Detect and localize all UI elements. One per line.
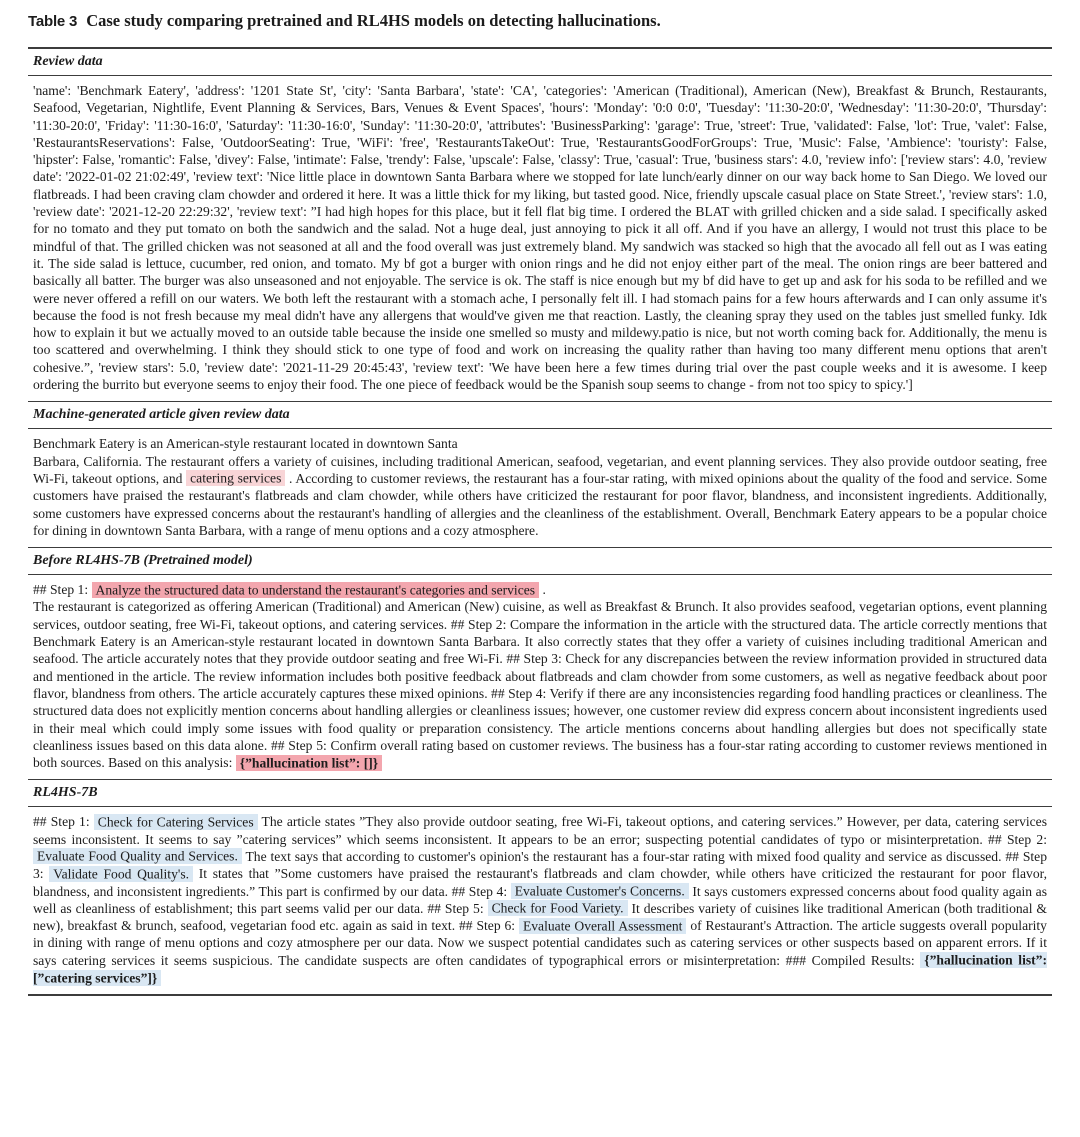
table-number-label: Table 3 [28, 13, 78, 30]
rl4hs-output-text [28, 807, 1052, 994]
highlight-step5-rl4hs: Check for Food Variety. [488, 900, 628, 916]
text-span: . According to customer reviews, the restaurant has a four-star rating, with mixed opinions about the quality of the food and service. Some customers have praised the restaurant's flatbreads and clam chowder, while others have criticized the restaurant for poor flavor, blandness, and inconsistent ingredients. Additionally, some customers have expressed concerns about the restaurant's handling of allergies and the cleanliness of the establishment. Overall, Benchmark Eatery appears to be a popular choice for dining in downtown Santa Barbara, with a range of menu options and a cozy atmosphere. [33, 470, 1047, 538]
highlight-result-pretrained: {”hallucination list”: []} [236, 755, 382, 771]
highlight-step4-rl4hs: Evaluate Customer's Concerns. [511, 883, 689, 899]
machine-article-text [28, 429, 1052, 547]
section-header-machine-article: Machine-generated article given review data [28, 401, 1052, 429]
table-caption [28, 10, 1052, 33]
text-span: Barbara, California. The restaurant offers a variety of cuisines, including traditional American, seafood, vegetarian, and event planning services. They also provide outdoor seating, free Wi-Fi, takeout options, and [33, 453, 1047, 486]
text-span: It describes variety of cuisines like traditional American (both traditional & new), breakfast & brunch, seafood, vegetarian food etc. again as said in text. ## Step 6: [33, 900, 1047, 934]
section-header-pretrained: Before RL4HS-7B (Pretrained model) [28, 547, 1052, 575]
section-header-review-data: Review data [28, 49, 1052, 76]
pretrained-output-text [28, 575, 1052, 779]
text-span: of Restaurant's Attraction. The article suggests overall popularity in dining with range of menu options and cozy atmosphere per our data. Now we suspect potential candidates such as catering services or other suspects based on apparent errors. If it says catering services it seems suspicious. The candidate suspects are often candidates of typographical errors or misinterpretation: ### Compiled Results: [33, 918, 1047, 968]
case-study-table [28, 47, 1052, 996]
text-span: ## Step 1: [33, 582, 92, 598]
highlight-step1-claim: Analyze the structured data to understand the restaurant's categories and services [92, 582, 540, 598]
text-span: The article states ”They also provide outdoor seating, free Wi-Fi, takeout options, and catering services.” However, per data, catering services seems inconsistent. It seems to say ”catering services” which seems inconsistent. It appears to be an error; suspecting potential candidates of typo or misinterpretation. ## Step 2: [33, 814, 1047, 847]
text-span: It states that ”Some customers have praised the restaurant's flatbreads and clam chowder, while others have criticized the restaurant for poor flavor, blandness, and inconsistent ingredients.” This part is confirmed by our data. ## Step 4: [33, 866, 1048, 899]
table-caption-text: Case study comparing pretrained and RL4HS models on detecting hallucinations. [86, 11, 661, 30]
review-data-text [28, 76, 1052, 401]
text-span: ## Step 1: [33, 814, 94, 830]
text-span: Benchmark Eatery is an American-style restaurant located in downtown Santa [33, 436, 458, 452]
highlight-catering-services: catering services [186, 470, 285, 486]
text-span: 'name': 'Benchmark Eatery', 'address': '1201 State St', 'city': 'Santa Barbara', 'state': 'CA', 'categories': 'American (Traditional), American (New), Breakfast & Brunch, Restaurants, Seafood, Vegetarian, Nightlife, Event Planning & Services, Bars, Venues & Event Spaces', 'hours': 'Monday': '0:0 0:0', 'Tuesday': '11:30-20:0', 'Wednesday': '11:30-20:0', 'Thursday': '11:30-20:0', 'Friday': '11:30-16:0', 'Saturday': '11:30-16:0', 'Sunday': '11:30-20:0', 'attributes': 'BusinessParking': 'garage': True, 'street': True, 'validated': False, 'lot': True, 'valet': False, 'RestaurantsReservations': False, 'OutdoorSeating': True, 'WiFi': 'free', 'RestaurantsTakeOut': True, 'RestaurantsGoodForGroups': True, 'Music': False, 'Ambience': 'touristy': False, 'hipster': False, 'romantic': False, 'divey': False, 'intimate': False, 'trendy': False, 'upscale': False, 'classy': True, 'casual': True, 'business stars': 4.0, 'review info': ['review stars': 4.0, 'review date': '2022-01-02 21:02:49', 'review text': 'Nice little place in downtown Santa Barbara where we stopped for late lunch/early dinner on our way back home to San Diego. We loved our flatbreads. I had been craving clam chowder and ordered it here. It was a little thick for my liking, but tasted good. Nice, friendly upscale casual place on State Street.', 'review stars': 1.0, 'review date': '2021-12-20 22:29:32', 'review text': ”I had high hopes for this place, but it fell flat big time. I ordered the BLAT with grilled chicken and a side salad. I specifically asked for no tomato and they put tomato on both the sandwich and the salad. Not a huge deal, just annoying to pick it all off. And if you have an allergy, I would not trust this place to be mindful of that. The grilled chicken was not seasoned at all and the food overall was just extremely bland. My sandwich was stacked so high that the avocado all fell out as I was eating it. The side salad is lettuce, cucumber, red onion, and tomato. My bf got a burger with onion rings and he did not enjoy either part of the meal. The onion rings are beer battered and basically all batter. The burger was also unseasoned and not enjoyable. The service is ok. The staff is nice enough but my bf did have to get up and ask for his soda to be refilled and we were never offered a refill on our waters. We both left the restaurant with a stomach ache, I personally felt ill. I had stomach pains for a few hours afterwards and I can only assume it's because the food is not fresh because my meal didn't have any allergens that would've given me that reaction. Lastly, the cleaning spray they used on the tables just smelled funky. Idk how to explain it but we actually moved to an outside table because the inside one smelled so musty and mildewy.patio is nice, but not worth coming back for. Additionally, the menu is too scattered and overwhelming. I think they should stick to one type of food and work on increasing the quality rather than having too many different menu options that aren't cohesive.”, 'review stars': 5.0, 'review date': '2021-11-29 20:45:43', 'review text': 'We have been here a few times during trial over the past couple weeks and it is awesome. I keep ordering the burrito but everyone seems to enjoy their food. The one piece of feedback would be the Spanish soup seems to change - from not too spicy to spicy.'] [33, 83, 1047, 393]
text-span: The text says that according to customer's opinion's the restaurant has a four-star rating with mixed food quality and service as discussed. ## Step 3: [33, 848, 1047, 882]
highlight-step2-rl4hs: Evaluate Food Quality and Services. [33, 848, 242, 864]
text-span: . [539, 582, 546, 598]
section-header-rl4hs: RL4HS-7B [28, 779, 1052, 807]
text-span: It says customers expressed concerns about food quality again as well as cleanliness of establishment; this part seems valid per our data. ## Step 5: [33, 883, 1047, 916]
highlight-step1-rl4hs: Check for Catering Services [94, 814, 258, 830]
highlight-step6-rl4hs: Evaluate Overall Assessment [519, 918, 687, 934]
highlight-result-rl4hs: {”hallucination list”: [”catering services”]} [33, 952, 1047, 986]
text-span: The restaurant is categorized as offering American (Traditional) and American (New) cuisine, as well as Breakfast & Brunch. It also provides seafood, vegetarian options, event planning services, outdoor seating, free Wi-Fi, takeout options, and catering services. ## Step 2: Compare the information in the article with the structured data. The article correctly mentions that Benchmark Eatery is an American-style restaurant located in downtown Santa Barbara. It also correctly states that they offer a variety of cuisines including traditional American and seafood. The article accurately notes that they provide outdoor seating and free Wi-Fi. ## Step 3: Check for any discrepancies between the review information provided in structured data and mentioned in the article. The review information includes both positive feedback about flatbreads and clam chowder from some customers, as well as negative feedback about poor flavor, blandness from others. The article accurately captures these mixed opinions. ## Step 4: Verify if there are any inconsistencies regarding food handling practices or cleanliness. The structured data does not explicitly mention concerns about handling allergies or cleanliness issues; however, one customer review did express concern about inconsistent ingredients used in their meal which could imply some issues with food quality or preparation consistency. The article mentions concerns about handling allergies but does not specifically state cleanliness issues based on this data alone. ## Step 5: Confirm overall rating based on customer reviews. The business has a four-star rating according to customer reviews mentioned in both sources. Based on this analysis: [33, 599, 1047, 771]
highlight-step3-rl4hs: Validate Food Quality's. [49, 866, 193, 882]
